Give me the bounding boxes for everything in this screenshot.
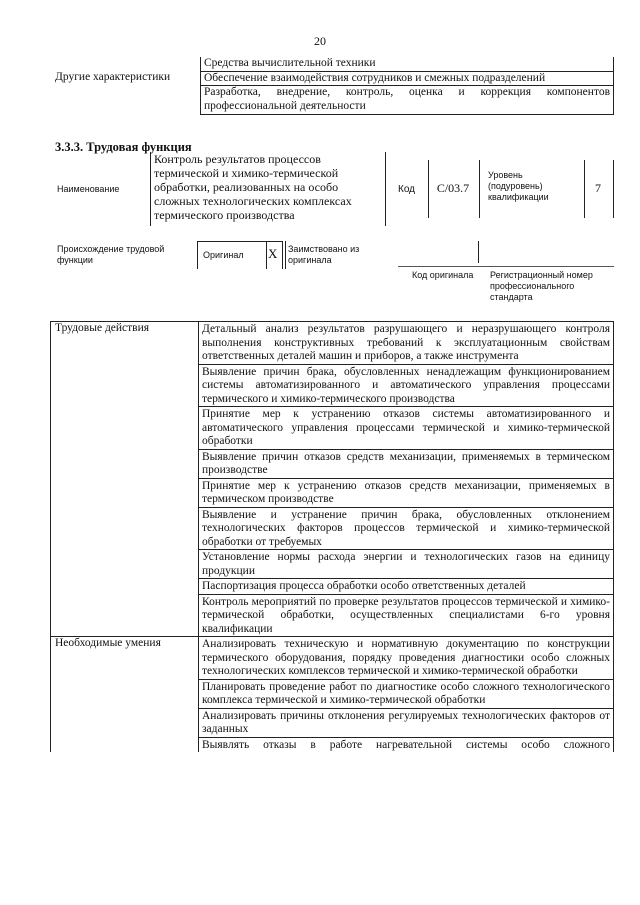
skill-item: Анализировать техническую и нормативную документацию по конструкции термического оборудования, порядку проведения диагностики особо сложных технологических комплексов термической и химико-термической обработки [199, 637, 614, 680]
row-text: Обеспечение взаимодействия сотрудников и смежных подразделений [201, 71, 614, 86]
labor-action-item: Установление нормы расхода энергии и технологических газов на единицу продукции [199, 550, 614, 579]
table-row [52, 57, 614, 71]
origin-label: Происхождение трудовой функции [57, 244, 165, 265]
skill-item: Планировать проведение работ по диагностике особо сложного технологического комплекса термической и химико-термической обработки [199, 679, 614, 708]
original-mark: X [268, 246, 278, 261]
section-label-required-skills: Необходимые умения [51, 637, 199, 753]
labor-action-item: Выявление причин отказов средств механизации, применяемых в термическом производстве [199, 449, 614, 478]
labor-action-item: Паспортизация процесса обработки особо ответственных деталей [199, 579, 614, 595]
borrowed-label: Заимствовано из оригинала [288, 244, 360, 265]
row-label [52, 86, 201, 115]
code-original-box [398, 241, 479, 263]
labor-action-item: Детальный анализ результатов разрушающего и неразрушающего контроля выполнения конструктивных требований к эксплуатационным свойствам ответственных деталей машин и приборов, а также инструмента [199, 322, 614, 365]
level-label: Уровень (подуровень) квалификации [488, 170, 549, 202]
table-row [52, 86, 614, 115]
reg-number-label: Регистрационный номер профессионального стандарта [490, 270, 593, 302]
mark-divider [266, 241, 267, 269]
labor-action-item: Выявление и устранение причин брака, обусловленных отклонением технологических факторов процессов термической и химико-термической обработки от требуемых [199, 507, 614, 550]
labor-action-item: Принятие мер к устранению отказов средств механизации, применяемых в термическом производстве [199, 478, 614, 507]
row-text: Разработка, внедрение, контроль, оценка и коррекция компонентов профессиональной деятельности [201, 86, 614, 115]
table-row [51, 322, 614, 365]
skill-item: Анализировать причины отклонения регулируемых технологических факторов от заданных [199, 708, 614, 737]
qualification-level: 7 [595, 181, 601, 195]
original-label: Оригинал [203, 250, 244, 260]
origin-underline [398, 266, 614, 267]
labor-function-details-table [50, 321, 614, 752]
code-original-label: Код оригинала [412, 270, 474, 280]
skill-item: Выявлять отказы в работе нагревательной системы особо сложного [199, 737, 614, 752]
function-code: C/03.7 [436, 181, 470, 195]
row-text: Средства вычислительной техники [201, 57, 614, 71]
labor-action-item: Контроль мероприятий по проверке результатов процессов термической и химико-термической обработки, осуществленных специалистами 6-го уровня квалификации [199, 594, 614, 637]
table-row [51, 637, 614, 680]
page-number: 20 [314, 34, 326, 48]
table-row [52, 71, 614, 86]
section-label-labor-actions: Трудовые действия [51, 322, 199, 637]
labor-action-item: Принятие мер к устранению отказов системы автоматизированного и автоматического управления процессами термической и химико-термической обработки [199, 407, 614, 450]
labor-action-item: Выявление причин брака, обусловленных ненадлежащим функционированием системы автоматизированного и автоматического управления процессами термического и химико-термического производства [199, 364, 614, 407]
function-name: Контроль результатов процессов термической и химико-термической обработки, реализованных на особо сложных технологических комплексах термического производства [150, 152, 386, 226]
row-label [52, 57, 201, 71]
section-heading: 3.3.3. Трудовая функция [55, 140, 192, 154]
row-label: Другие характеристики [52, 71, 201, 86]
origin-box-right [285, 241, 286, 269]
name-label: Наименование [57, 184, 120, 194]
other-characteristics-table [52, 57, 614, 115]
code-label: Код [398, 184, 416, 195]
